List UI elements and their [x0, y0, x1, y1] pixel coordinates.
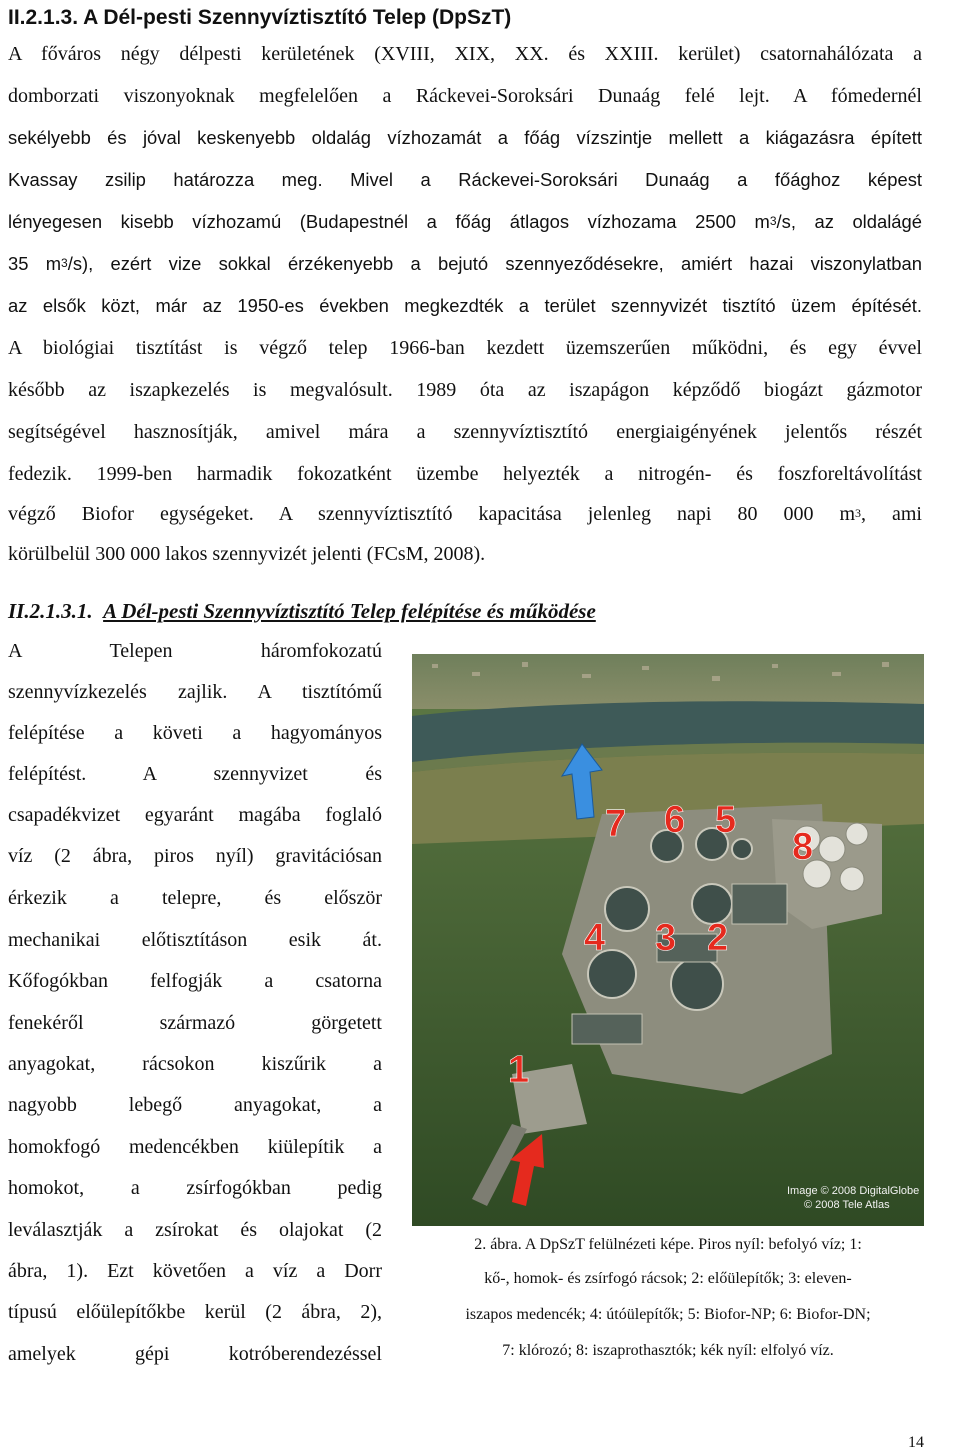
paragraph-line: A főváros négy délpesti kerületének (XVIII, XIX, XX. és XXIII. kerület) csatornahálózata a	[8, 43, 922, 65]
column-line: érkezik a telepre, és először	[8, 887, 382, 909]
figure-caption-line: kő-, homok- és zsírfogó rácsok; 2: előülepítők; 3: eleven-	[484, 1270, 852, 1287]
paragraph-line: domborzati viszonyoknak megfelelően a Ráckevei-Soroksári Dunaág felé lejt. A fómedernél	[8, 85, 922, 107]
column-line: amelyek gépi kotróberendezéssel	[8, 1343, 382, 1365]
subsection-title: A Dél-pesti Szennyvíztisztító Telep felépítése és működése	[103, 599, 596, 623]
column-line: homokfogó medencékben kiülepítik a	[8, 1136, 382, 1158]
column-line: víz (2 ábra, piros nyíl) gravitációsan	[8, 845, 382, 867]
label-7: 7	[605, 803, 627, 845]
paragraph-line: később az iszapkezelés is megvalósult. 1989 óta az iszapágon képződő biogázt gázmotor	[8, 379, 922, 401]
paragraph-line: az elsők közt, már az 1950-es években megkezdték a terület szennyvizét tisztító üzem építését.	[8, 295, 922, 316]
column-line: anyagokat, rácsokon kiszűrik a	[8, 1053, 382, 1075]
column-line: nagyobb lebegő anyagokat, a	[8, 1094, 382, 1116]
subsection-number: II.2.1.3.1.	[8, 599, 93, 623]
column-line: A Telepen háromfokozatú	[8, 640, 382, 662]
paragraph-line: Kvassay zsilip határozza meg. Mivel a Ráckevei-Soroksári Dunaág a főághoz képest	[8, 169, 922, 190]
column-line: homokot, a zsírfogókban pedig	[8, 1177, 382, 1199]
paragraph-line: segítségével hasznosítják, amivel mára a szennyvíztisztító energiaigényének jelentős részét	[8, 421, 922, 443]
label-1: 1	[508, 1049, 530, 1091]
column-line: szennyvízkezelés zajlik. A tisztítómű	[8, 681, 382, 703]
paragraph-line: sekélyebb és jóval keskenyebb oldalág vízhozamát a főág vízszintje mellett a kiágazásra épített	[8, 127, 922, 148]
label-3: 3	[655, 917, 677, 959]
column-line: Kőfogókban felfogják a csatorna	[8, 970, 382, 992]
column-line: fenekéről származó görgetett	[8, 1012, 382, 1034]
section-heading: II.2.1.3. A Dél-pesti Szennyvíztisztító Telep (DpSzT)	[8, 6, 512, 29]
column-line: felépítést. A szennyvizet és	[8, 763, 382, 785]
watermark-digitalglobe: Image © 2008 DigitalGlobe	[787, 1185, 920, 1197]
aerial-photo	[412, 654, 924, 1226]
column-line: típusú előülepítőkbe kerül (2 ábra, 2),	[8, 1301, 382, 1323]
figure-caption-line: 2. ábra. A DpSzT felülnézeti képe. Piros nyíl: befolyó víz; 1:	[474, 1236, 862, 1253]
paragraph-line: A biológiai tisztítást is végző telep 1966-ban kezdett üzemszerűen működni, és egy évvel	[8, 337, 922, 359]
label-2: 2	[707, 917, 729, 959]
paragraph-line: 35 $m^3/s$), ezért vize sokkal érzékenyebb a bejutó szennyeződésekre, amiért hazai viszonylatban	[8, 253, 922, 274]
label-8: 8	[792, 826, 814, 868]
label-6: 6	[664, 799, 686, 841]
column-line: csapadékvizet egyaránt magába foglaló	[8, 804, 382, 826]
paragraph-line: végző Biofor egységeket. A szennyvíztisztító kapacitása jelenleg napi 80 000 $m^3$, ami	[8, 503, 922, 525]
watermark-teleatlas: © 2008 Tele Atlas	[804, 1199, 890, 1211]
figure-caption-line: iszapos medencék; 4: útóülepítők; 5: Biofor-NP; 6: Biofor-DN;	[465, 1306, 871, 1323]
column-line: felépítése a követi a hagyományos	[8, 722, 382, 744]
label-4: 4	[584, 917, 606, 959]
far-town	[412, 654, 924, 709]
page-number: 14	[908, 1434, 924, 1451]
subsection-heading	[8, 596, 596, 626]
column-line: mechanikai előtisztításon esik át.	[8, 929, 382, 951]
label-5: 5	[715, 799, 737, 841]
column-line: ábra, 1). Ezt követően a víz a Dorr	[8, 1260, 382, 1282]
paragraph-line: lényegesen kisebb vízhozamú (Budapestnél a főág átlagos vízhozama 2500 $m^3/s$, az oldalágé	[8, 211, 922, 232]
column-line: leválasztják a zsírokat és olajokat (2	[8, 1219, 382, 1241]
paragraph-line: körülbelül 300 000 lakos szennyvizét jelenti (FCsM, 2008).	[8, 543, 486, 565]
figure-caption-line: 7: klórozó; 8: iszaprothasztók; kék nyíl: elfolyó víz.	[502, 1342, 834, 1359]
paragraph-line: fedezik. 1999-ben harmadik fokozatként üzembe helyezték a nitrogén- és foszforeltávolítást	[8, 463, 922, 485]
